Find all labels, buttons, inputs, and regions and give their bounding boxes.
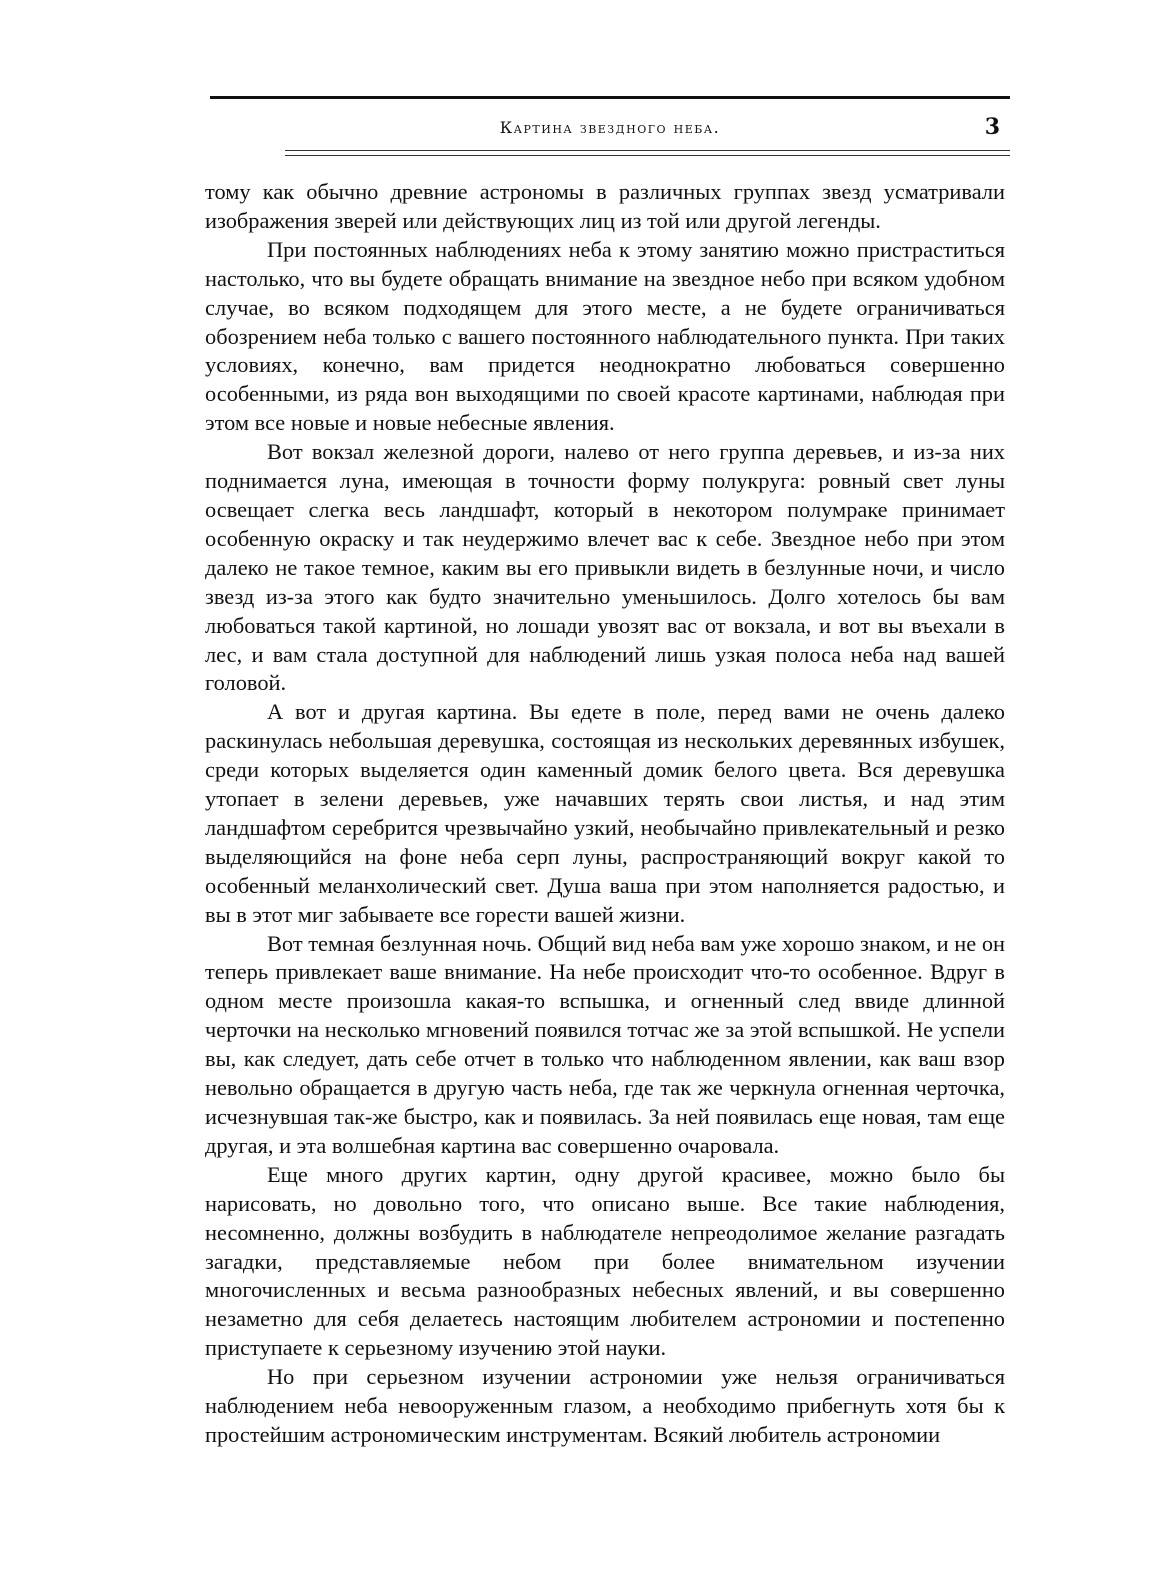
paragraph: тому как обычно древние астрономы в различных группах звезд усматривали изображения зверей или действующих лиц из той или другой легенды. (205, 179, 1005, 233)
paragraph: Вот вокзал железной дороги, налево от него группа деревьев, и из-за них поднимается луна, имеющая в точности форму полукруга: ровный свет луны освещает слегка весь ландшафт, который в некотором полумраке принимает особенную окраску и так неудержимо влечет вас к себе. Звездное небо при этом далеко не такое темное, каким вы его привыкли видеть в безлунные ночи, и число звезд из-за этого как будто значительно уменьшилось. Долго хотелось бы вам любоваться такой картиной, но лошади увозят вас от вокзала, и вот вы въехали в лес, и вам стала доступной для наблюдений лишь узкая полоса неба над вашей головой. (205, 439, 1005, 696)
header-rule-double-lower (285, 155, 1010, 156)
page-number: 3 (984, 114, 1000, 140)
running-head (210, 114, 1010, 144)
paragraph: При постоянных наблюдениях неба к этому занятию можно пристраститься настолько, что вы будете обращать внимание на звездное небо при всяком удобном случае, во всяком подходящем для этого месте, а не будете ограничиваться обозрением неба только с вашего постоянного наблюдательного пункта. При таких условиях, конечно, вам придется неоднократно любоваться совершенно особенными, из ряда вон выходящими по своей красоте картинами, наблюдая при этом все новые и новые небесные явления. (205, 236, 1005, 436)
header-rule-double-upper (285, 150, 1010, 151)
paragraph: Еще много других картин, одну другой красивее, можно было бы нарисовать, но довольно того, что описано выше. Все такие наблюдения, несомненно, должны возбудить в наблюдателе непреодолимое желание разгадать загадки, представляемые небом при более внимательном изучении многочисленных и весьма разнообразных небесных явлений, и вы совершенно незаметно для себя делаетесь настоящим любителем астрономии и постепенно приступаете к серьезному изучению этой науки. (205, 1161, 1005, 1361)
paragraph: Вот темная безлунная ночь. Общий вид неба вам уже хорошо знаком, и не он теперь привлекает ваше внимание. На небе происходит что-то особенное. Вдруг в одном месте произошла какая-то вспышка, и огненный след ввиде длинной черточки на несколько мгновений появился тотчас же за этой вспышкой. Не успели вы, как следует, дать себе отчет в только что наблюденном явлении, как ваш взор невольно обращается в другую часть неба, где так же черкнула огненная черточка, исчезнувшая так-же быстро, как и появилась. За ней появилась еще новая, там еще другая, и эта волшебная картина вас совершенно очаровала. (205, 930, 1005, 1158)
body-text (205, 178, 1005, 1450)
paragraph: А вот и другая картина. Вы едете в поле, перед вами не очень далеко раскинулась небольшая деревушка, состоящая из нескольких деревянных избушек, среди которых выделяется один каменный домик белого цвета. Вся деревушка утопает в зелени деревьев, уже начавших терять свои листья, и над этим ландшафтом серебрится чрезвычайно узкий, необычайно привлекательный и резко выделяющийся на фоне неба серп луны, распространяющий вокруг какой то особенный меланхолический свет. Душа ваша при этом наполняется радостью, и вы в этот миг забываете все горести вашей жизни. (205, 699, 1005, 927)
header-rule-top (210, 96, 1010, 99)
paragraph: Но при серьезном изучении астрономии уже нельзя ограничиваться наблюдением неба невооруженным глазом, а необходимо прибегнуть хотя бы к простейшим астрономическим инструментам. Всякий любитель астрономии (205, 1364, 1005, 1447)
running-title: Картина звездного неба. (499, 118, 721, 137)
